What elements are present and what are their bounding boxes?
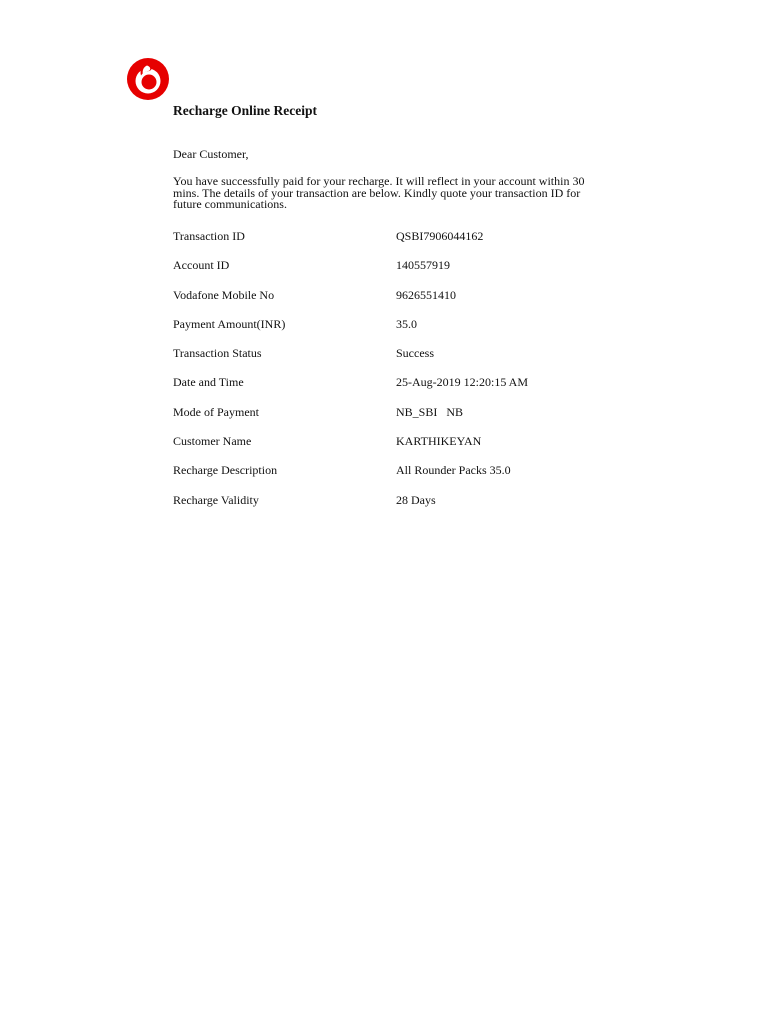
detail-row-payment-mode — [173, 405, 623, 434]
detail-label: Mode of Payment — [173, 404, 259, 419]
intro-line: mins. The details of your transaction are below. Kindly quote your transaction ID for — [173, 185, 581, 200]
detail-label: Transaction Status — [173, 346, 262, 361]
transaction-details — [173, 229, 623, 522]
detail-value: 140557919 — [396, 258, 450, 273]
detail-row-account-id — [173, 258, 623, 287]
detail-label: Payment Amount(INR) — [173, 316, 286, 331]
detail-label: Customer Name — [173, 434, 252, 449]
greeting-text: Dear Customer, — [173, 147, 249, 161]
detail-row-transaction-status — [173, 346, 623, 375]
detail-value: 28 Days — [396, 492, 436, 507]
intro-paragraph — [173, 176, 623, 211]
detail-row-date-time — [173, 375, 623, 404]
detail-value: 9626551410 — [396, 287, 456, 302]
detail-row-mobile-no — [173, 288, 623, 317]
detail-row-customer-name — [173, 434, 623, 463]
vodafone-logo-icon — [127, 58, 169, 100]
detail-value: NB_SBI NB — [396, 404, 464, 419]
intro-line: You have successfully paid for your recharge. It will reflect in your account within 30 — [173, 174, 585, 188]
detail-value: 35.0 — [396, 316, 417, 331]
detail-row-recharge-validity — [173, 493, 623, 522]
detail-value: QSBI7906044162 — [396, 229, 484, 243]
detail-label: Account ID — [173, 258, 230, 273]
detail-value: All Rounder Packs 35.0 — [396, 463, 511, 478]
detail-label: Recharge Description — [173, 463, 278, 478]
receipt-title: Recharge Online Receipt — [173, 103, 317, 118]
detail-label: Date and Time — [173, 375, 244, 390]
detail-value: 25-Aug-2019 12:20:15 AM — [396, 375, 528, 390]
intro-line: future communications. — [173, 197, 287, 211]
detail-row-transaction-id — [173, 229, 623, 258]
detail-row-payment-amount — [173, 317, 623, 346]
detail-label: Recharge Validity — [173, 492, 259, 507]
detail-value: KARTHIKEYAN — [396, 434, 482, 449]
detail-label: Vodafone Mobile No — [173, 287, 275, 302]
detail-label: Transaction ID — [173, 229, 245, 243]
detail-row-recharge-description — [173, 463, 623, 492]
detail-value: Success — [396, 346, 434, 361]
